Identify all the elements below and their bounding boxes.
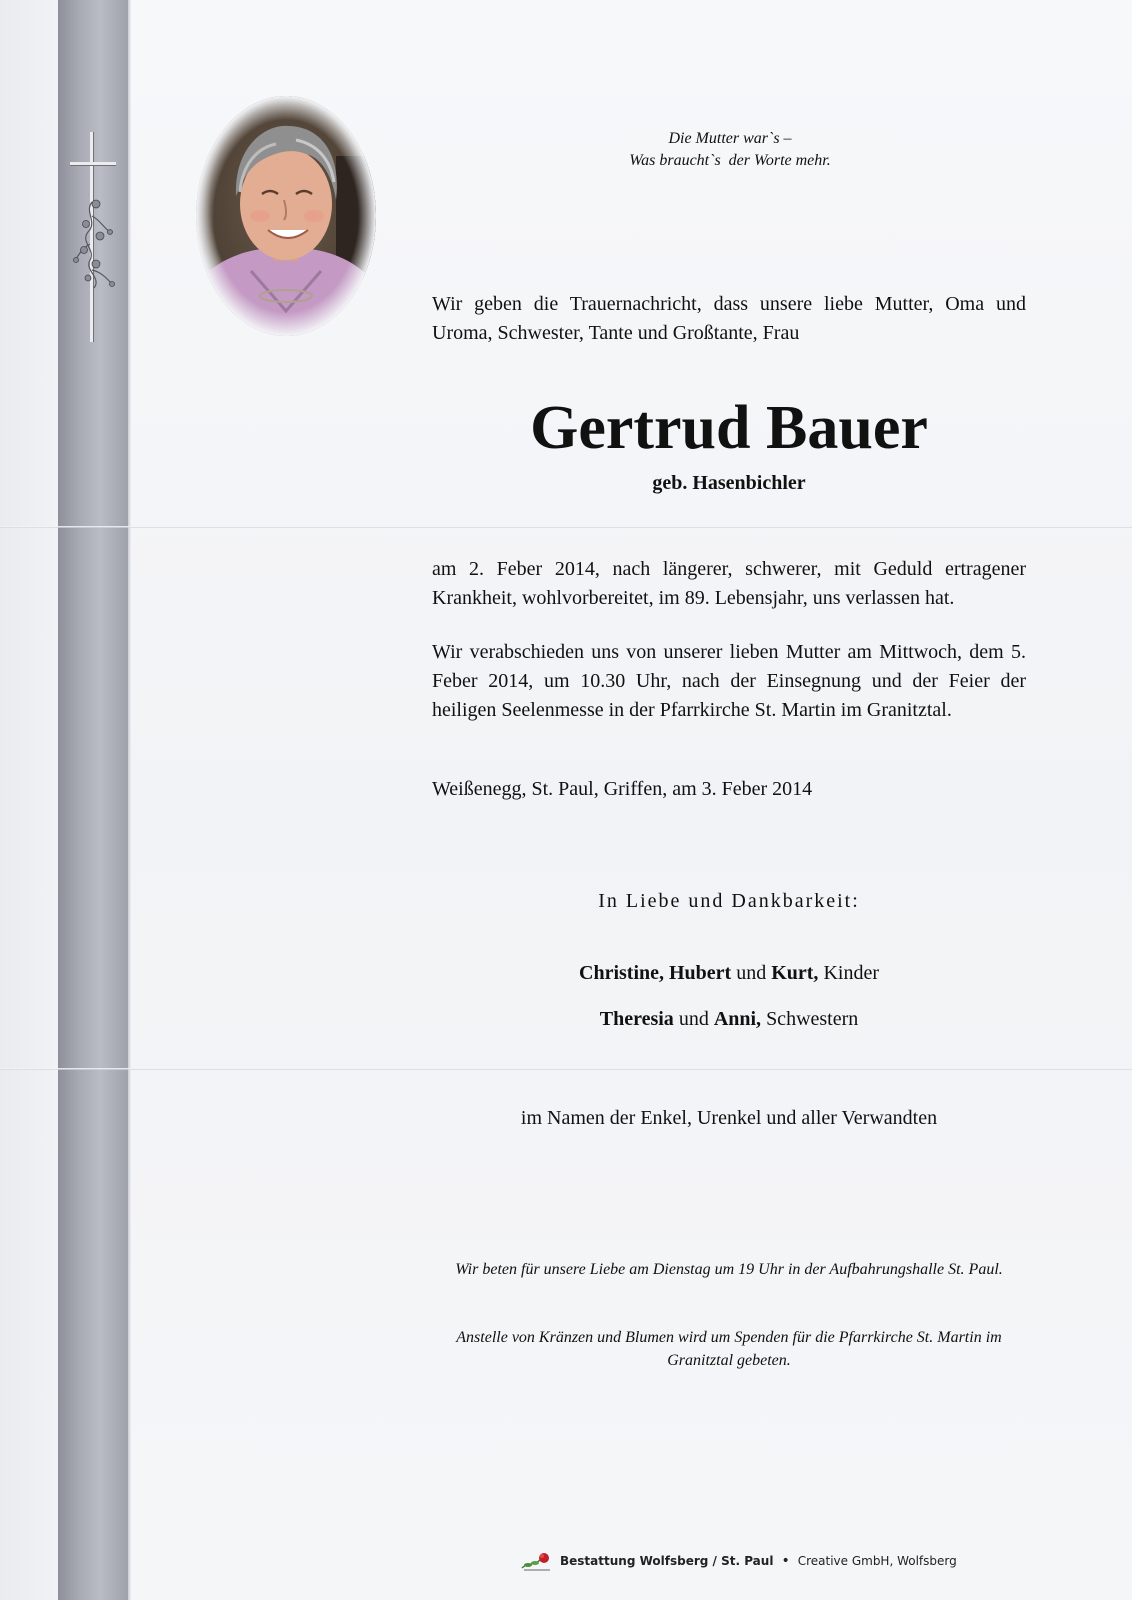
mourner-name: Anni,: [713, 1008, 762, 1030]
left-margin: [0, 0, 58, 1600]
donation-note: Anstelle von Kränzen und Blumen wird um Spenden für die Pfarrkirche St. Martin im Granitztal gebeten.: [456, 1329, 1002, 1369]
paper-fold-line: [0, 526, 1132, 528]
mourner-relation: Kinder: [823, 962, 879, 984]
mourner-name: Kurt,: [771, 962, 819, 984]
mourner-conjunction: und: [736, 962, 767, 984]
epigraph-line: Was braucht`s der Worte mehr.: [629, 152, 831, 169]
footer-separator: •: [781, 1553, 790, 1569]
footer: [520, 1548, 957, 1574]
footer-brand: Bestattung Wolfsberg / St. Paul: [560, 1554, 774, 1568]
portrait-photo: [196, 96, 376, 336]
death-paragraph: am 2. Feber 2014, nach längerer, schwerer, mit Geduld ertragener Krankheit, wohlvorbereitet, im 89. Lebensjahr, uns verlassen hat.: [432, 558, 1026, 609]
funeral-home-logo-icon: [520, 1548, 554, 1574]
mourners-children: [432, 960, 1026, 986]
intro-text: Wir geben die Trauernachricht, dass unsere liebe Mutter, Oma und Uroma, Schwester, Tante und Großtante, Frau: [432, 293, 1026, 344]
mourners-others: im Namen der Enkel, Urenkel und aller Verwandten: [520, 1107, 938, 1129]
deceased-name: Gertrud Bauer: [530, 394, 928, 462]
mourner-name: Christine,: [579, 962, 664, 984]
epigraph-line: Die Mutter war`s –: [668, 130, 792, 147]
epigraph: [540, 128, 920, 172]
prayer-note: Wir beten für unsere Liebe am Dienstag um 19 Uhr in der Aufbahrungshalle St. Paul.: [455, 1261, 1003, 1278]
maiden-name: geb. Hasenbichler: [652, 472, 806, 494]
closing-line: In Liebe und Dankbarkeit:: [598, 890, 860, 912]
footer-company: Creative GmbH, Wolfsberg: [797, 1554, 957, 1568]
mourner-relation: Schwestern: [766, 1008, 859, 1030]
mourner-conjunction: und: [678, 1008, 709, 1030]
paper-fold-line: [0, 1068, 1132, 1070]
band-edge: [128, 0, 131, 1600]
mourner-name: Theresia: [599, 1008, 674, 1030]
cross-with-flowers-icon: [66, 132, 122, 342]
farewell-paragraph: Wir verabschieden uns von unserer lieben Mutter am Mittwoch, dem 5. Feber 2014, um 10.30 Uhr, nach der Einsegnung und der Feier der heiligen Seelenmesse in der Pfarrkirche St. Martin im Granitztal.: [432, 641, 1026, 721]
place-date: Weißenegg, St. Paul, Griffen, am 3. Feber 2014: [432, 778, 813, 800]
mourners-sisters: [432, 1006, 1026, 1032]
mourner-name: Hubert: [669, 962, 732, 984]
